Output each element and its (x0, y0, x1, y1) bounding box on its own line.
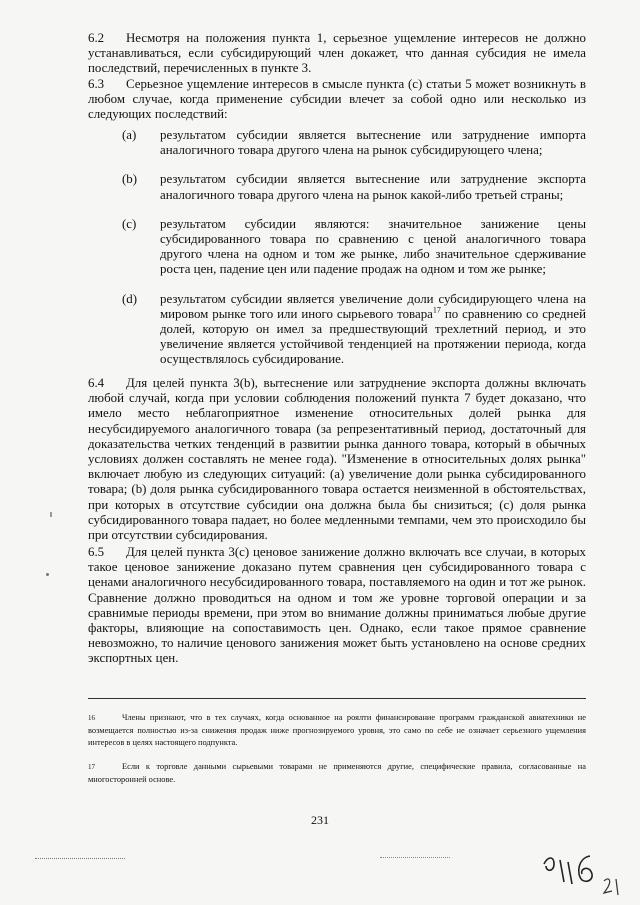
list-item (88, 172, 586, 202)
list-item-label: (c) (122, 216, 137, 231)
list-item-text: результатом субсидии является вытеснение или затруднение импорта аналогичного товара другого члена на рынок субсидирующего члена; (160, 128, 586, 158)
list-item-text-end: по сравнению со средней долей, которую он имел за предшествующий трехлетний период, и это увеличение является устойчивой тенденцией на протяжении периода, когда осуществлялось субсидирование. (160, 306, 586, 367)
scan-artifact (380, 857, 450, 859)
footnote-mark: 16 (88, 714, 95, 722)
list-item (88, 217, 586, 278)
footnote-separator (88, 698, 586, 699)
paragraph-number: 6.5 (88, 545, 105, 559)
list-item (88, 128, 586, 158)
paragraph-6-5 (88, 545, 586, 667)
scan-speck (46, 573, 49, 576)
scan-speck (50, 512, 52, 517)
paragraph-6-4 (88, 376, 586, 543)
scan-artifact (35, 858, 125, 860)
consequences-list (88, 128, 586, 382)
footnote-17 (88, 761, 586, 786)
page-number: 231 (311, 813, 329, 827)
paragraph-text: Несмотря на положения пункта 1, серьезное ущемление интересов не должно устанавливаться, если субсидирующий член докажет, что данная субсидия не имела последствий, перечисленных в пункте 3. (88, 31, 586, 76)
paragraph-6-3 (88, 77, 586, 123)
list-item-label: (b) (122, 172, 138, 187)
handwritten-annotation (600, 875, 630, 900)
list-item-label: (a) (122, 128, 137, 142)
paragraph-text: Для целей пункта 3(b), вытеснение или затруднение экспорта должны включать любой случай, когда при условии соблюдения положений пункта 7 будет доказано, что имело место неблагоприятное изменение относительных долей рынка для несубсидируемого аналогичного товара (за репрезентативный период, достаточный для доказательства четких тенденций в развитии рынка данного товара, который в обычных условиях должен составлять не менее года). "Изменение в относительных долях рынка" включает любую из следующих ситуаций: (а) увеличение доли рынка субсидированного товара; (b) доля рынка субсидированного товара остается неизменной в обстоятельствах, при которых в отсутствие субсидии она должна была бы снизиться; (с) доля рынка субсидированного товара падает, но более медленными темпами, чем это происходило бы при отсутствии субсидирования. (88, 376, 586, 543)
footnote-mark: 17 (88, 763, 95, 771)
footnote-text: Если к торговле данными сырьевыми товарами не применяются другие, специфические правила, согласованные на многосторонней основе. (88, 762, 586, 784)
list-item-text: результатом субсидии является вытеснение или затруднение экспорта аналогичного товара другого члена на рынок какой-либо третьей страны; (160, 172, 586, 202)
paragraph-number: 6.4 (88, 376, 105, 390)
footnote-text: Члены признают, что в тех случаях, когда основанное на роялти финансирование программ гражданской авиатехники не возмещается полностью из-за снижения продаж ниже прогнозируемого уровня, это само по себе не означает серьезного ущемления интересов в целях настоящего подпункта. (88, 713, 586, 747)
list-item-text: результатом субсидии являются: значительное занижение цены субсидированного товара по сравнению с ценой аналогичного товара другого члена на одном и том же рынке, либо значительное сдерживание роста цен, падение цен или падение продаж на одном и том же рынке; (160, 216, 586, 277)
paragraph-6-2 (88, 31, 586, 77)
list-item-text-start: результатом субсидии является увеличение доли субсидирующего члена на мировом рынке того или иного сырьевого товара (160, 291, 586, 321)
paragraph-number: 6.2 (88, 31, 105, 45)
list-item (88, 292, 586, 368)
paragraph-text: Для целей пункта 3(с) ценовое занижение должно включать все случаи, в которых такое ценовое занижение доказано путем сравнения цен субсидированного товара с ценами аналогичного несубсидированного товара, поставляемого на один и тот же рынок. Сравнение должно проводиться на одном и том же уровне торговой операции и за сравнимые периоды времени, при этом во внимание должны приниматься любые другие факторы, влияющие на сопоставимость цен. Однако, если такое прямое сравнение невозможно, то наличие ценового занижения может быть установлено на основе средних экспортных цен. (88, 545, 586, 666)
footnote-16 (88, 712, 586, 750)
footnote-reference[interactable]: 17 (432, 305, 441, 315)
list-item-label: (d) (122, 291, 138, 306)
paragraph-text: Серьезное ущемление интересов в смысле пункта (с) статьи 5 может возникнуть в любом случае, когда применение субсидии влечет за собой одно или несколько из следующих последствий: (88, 77, 586, 122)
paragraph-number: 6.3 (88, 77, 105, 91)
list-item-text (160, 292, 586, 368)
